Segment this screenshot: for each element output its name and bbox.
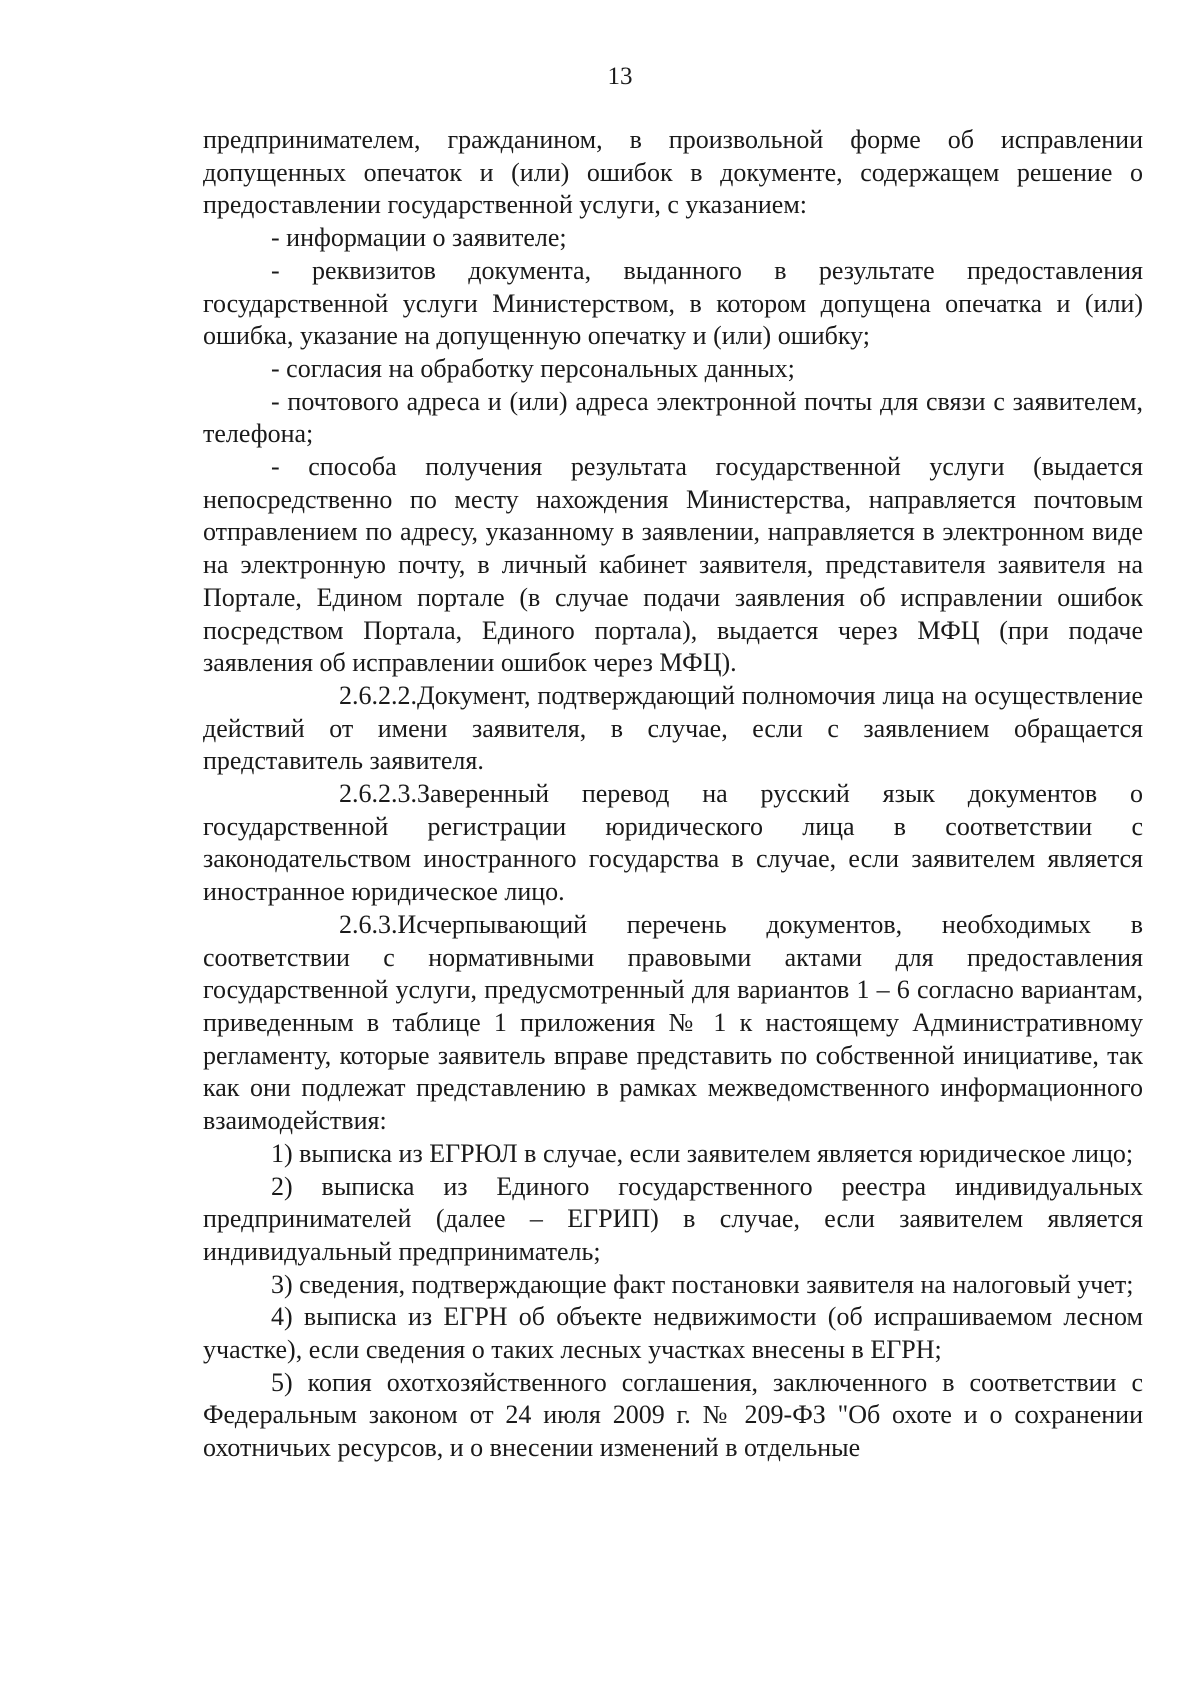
paragraph-text: 1) выписка из ЕГРЮЛ в случае, если заявителем является юридическое лицо; (271, 1138, 1134, 1168)
list-item-3 (203, 1269, 1143, 1302)
paragraph-text: Исчерпывающий перечень документов, необходимых в соответствии с нормативными правовыми актами для предоставления государственной услуги, предусмотренный для вариантов 1 – 6 согласно вариантам, приведенным в таблице 1 приложения № 1 к настоящему Административному регламенту, которые заявитель вправе представить по собственной инициативе, так как они подлежат представлению в рамках межведомственного информационного взаимодействия: (203, 909, 1143, 1136)
section-number: 2.6.2.2. (339, 680, 417, 710)
paragraph-text: Заверенный перевод на русский язык документов о государственной регистрации юридического лица в соответствии с законодательством иностранного государства в случае, если заявителем является иностранное юридическое лицо. (203, 779, 1143, 907)
paragraph-text: - реквизитов документа, выданного в результате предоставления государственной услуги Министерством, в котором допущена опечатка и (или) ошибка, указание на допущенную опечатку и (или) ошибку; (203, 255, 1143, 351)
paragraph-text: - информации о заявителе; (271, 223, 567, 253)
list-item-consent (203, 353, 1143, 386)
list-item-document-details (203, 255, 1143, 353)
paragraph-text: 4) выписка из ЕГРН об объекте недвижимости (об испрашиваемом лесном участке), если сведения о таких лесных участках внесены в ЕГРН; (203, 1302, 1143, 1365)
document-body (203, 124, 1143, 1465)
section-number: 2.6.2.3. (339, 779, 417, 809)
list-item-2 (203, 1171, 1143, 1269)
paragraph-text: 2) выписка из Единого государственного реестра индивидуальных предпринимателей (далее – ЕГРИП) в случае, если заявителем является индивидуальный предприниматель; (203, 1171, 1143, 1266)
section-number: 2.6.3. (339, 909, 398, 939)
paragraph-text: 5) копия охотхозяйственного соглашения, заключенного в соответствии с Федеральным законом от 24 июля 2009 г. № 209-ФЗ "Об охоте и о сохранении охотничьих ресурсов, и о внесении изменений в отдельные (203, 1367, 1143, 1463)
paragraph-text: - почтового адреса и (или) адреса электронной почты для связи с заявителем, телефона; (203, 386, 1143, 449)
paragraph-text: предпринимателем, гражданином, в произвольной форме об исправлении допущенных опечаток и (или) ошибок в документе, содержащем решение о предоставлении государственной услуги, с указанием: (203, 125, 1143, 220)
paragraph-intro (203, 124, 1143, 222)
paragraph-text: Документ, подтверждающий полномочия лица на осуществление действий от имени заявителя, в случае, если с заявлением обращается представитель заявителя. (203, 680, 1143, 776)
list-item-applicant-info (203, 222, 1143, 255)
paragraph-text: - способа получения результата государственной услуги (выдается непосредственно по месту нахождения Министерства, направляется почтовым отправлением по адресу, указанному в заявлении, направляется в электронном виде на электронную почту, в личный кабинет заявителя, представителя заявителя на Портале, Едином портале (в случае подачи заявления об исправлении ошибок посредством Портала, Единого портала), выдается через МФЦ (при подаче заявления об исправлении ошибок через МФЦ). (203, 452, 1143, 678)
list-item-result-method (203, 451, 1143, 680)
paragraph-text: 3) сведения, подтверждающие факт постановки заявителя на налоговый учет; (271, 1269, 1134, 1299)
list-item-5 (203, 1367, 1143, 1465)
section-2-6-2-3 (203, 778, 1143, 909)
section-2-6-3 (203, 909, 1143, 1138)
list-item-1 (203, 1138, 1143, 1171)
page-number: 13 (607, 63, 633, 90)
list-item-4 (203, 1301, 1143, 1366)
section-2-6-2-2 (203, 680, 1143, 778)
paragraph-text: - согласия на обработку персональных данных; (271, 353, 795, 383)
list-item-postal-address (203, 386, 1143, 451)
